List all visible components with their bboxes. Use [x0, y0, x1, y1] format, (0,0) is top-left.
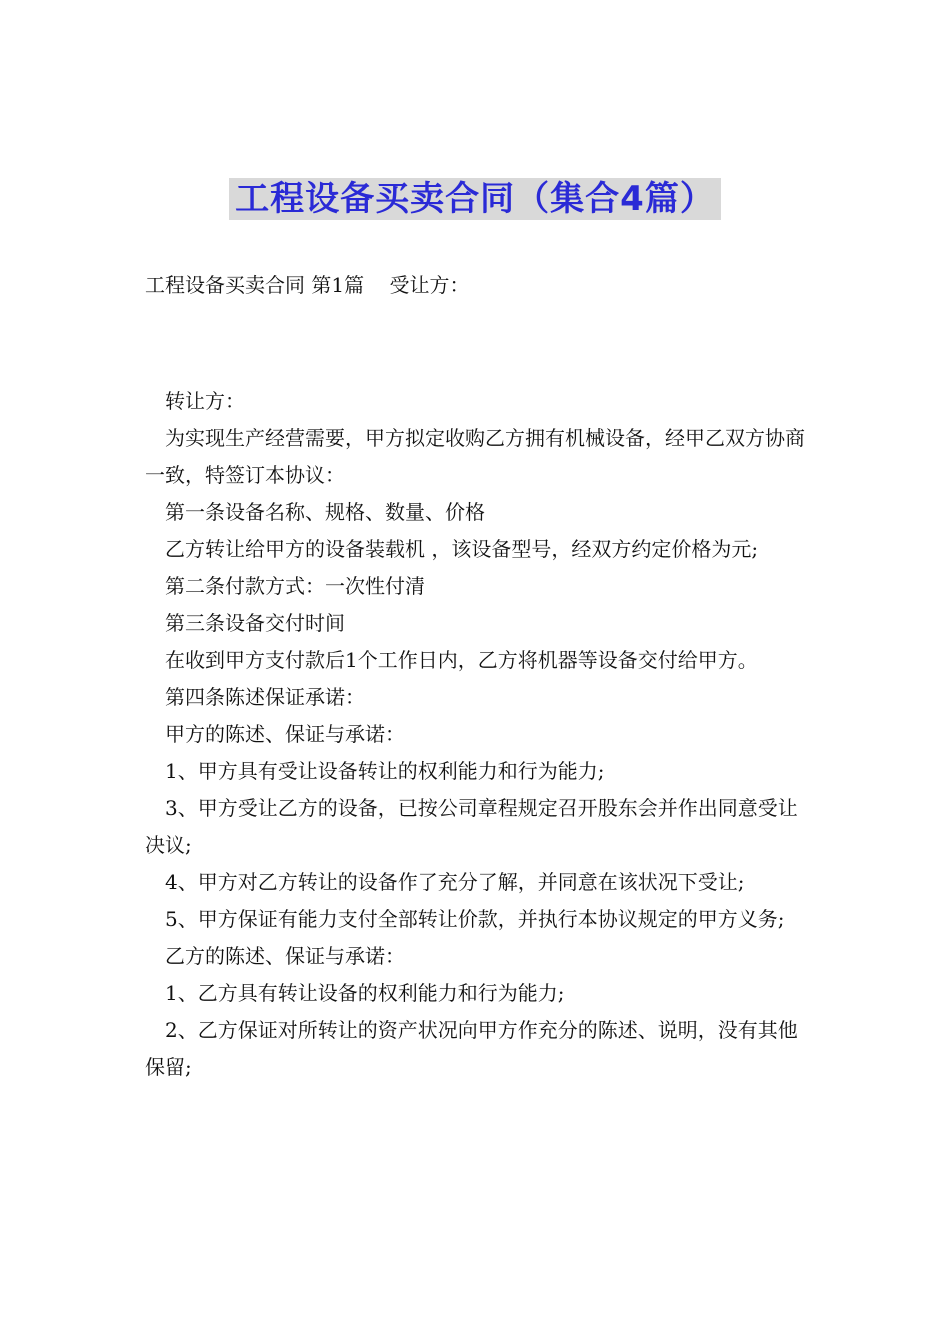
- paragraph: 1、乙方具有转让设备的权利能力和行为能力;: [165, 981, 565, 1005]
- paragraph: 2、乙方保证对所转让的资产状况向甲方作充分的陈述、说明，没有其他保留;: [145, 1018, 798, 1079]
- paragraph: 乙方的陈述、保证与承诺：: [165, 944, 405, 968]
- paragraph: 第四条陈述保证承诺：: [165, 685, 365, 709]
- paragraph: 5、甲方保证有能力支付全部转让价款，并执行本协议规定的甲方义务;: [165, 907, 785, 931]
- document-title: 工程设备买卖合同（集合4篇）: [229, 178, 721, 220]
- paragraph: 第二条付款方式：一次性付清: [165, 574, 425, 598]
- document-body: [145, 383, 810, 1086]
- paragraph: 1、甲方具有受让设备转让的权利能力和行为能力;: [165, 759, 605, 783]
- section-heading: 工程设备买卖合同 第1篇 受让方：: [145, 273, 470, 297]
- paragraph: 在收到甲方支付款后1个工作日内，乙方将机器等设备交付给甲方。: [165, 648, 758, 672]
- paragraph: 甲方的陈述、保证与承诺：: [165, 722, 405, 746]
- paragraph: 4、甲方对乙方转让的设备作了充分了解，并同意在该状况下受让;: [165, 870, 745, 894]
- paragraph: 第三条设备交付时间: [165, 611, 345, 635]
- title-wrapper: [0, 178, 950, 220]
- paragraph: 乙方转让给甲方的设备装载机 ，该设备型号，经双方约定价格为元;: [165, 537, 759, 561]
- paragraph: 第一条设备名称、规格、数量、价格: [165, 500, 485, 524]
- paragraph: 3、甲方受让乙方的设备，已按公司章程规定召开股东会并作出同意受让决议;: [145, 796, 798, 857]
- paragraph: 为实现生产经营需要，甲方拟定收购乙方拥有机械设备，经甲乙双方协商一致，特签订本协议：: [145, 426, 805, 487]
- paragraph: 转让方：: [165, 389, 245, 413]
